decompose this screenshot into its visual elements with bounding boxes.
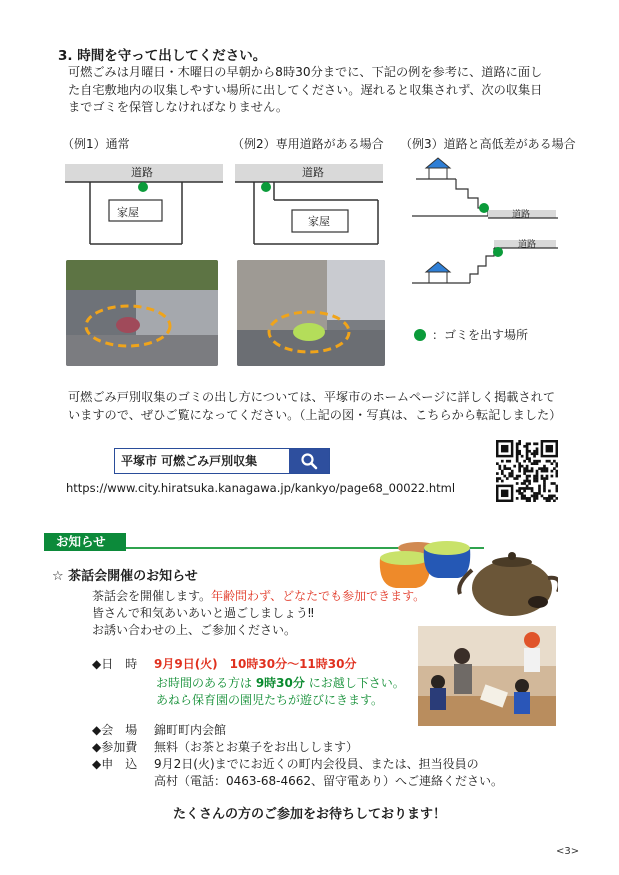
example3-diagram: [412, 156, 562, 292]
page-number: <3>: [556, 846, 580, 857]
section-paragraph: [68, 64, 568, 117]
paragraph-line: 可燃ごみは月曜日・木曜日の早朝から8時30分までに、下記の例を参考に、道路に面し: [68, 65, 543, 79]
apply-row: [92, 755, 479, 772]
body-line: 皆さんで和気あいあいと過ごしましょう‼: [92, 606, 314, 620]
green-dot-icon: [414, 329, 426, 341]
venue-row: [92, 721, 226, 738]
road-label: 道路: [131, 166, 153, 179]
body-line: 茶話会を開催します。年齢問わず、どなたでも参加できます。: [92, 589, 426, 603]
fee-row: [92, 738, 358, 755]
example1-photo: [66, 260, 218, 366]
notice-badge: お知らせ: [44, 533, 126, 551]
notice-title: ☆ 茶話会開催のお知らせ: [52, 569, 198, 584]
section-title: 3. 時間を守って出してください。: [58, 48, 267, 64]
body-line: お誘い合わせの上、ご参加ください。: [92, 623, 297, 637]
road-label: 道路: [518, 240, 537, 250]
date-row: [92, 655, 356, 672]
children-photo: [418, 626, 556, 726]
example2-label: （例2）専用道路がある場合: [232, 137, 384, 151]
search-icon: [300, 452, 318, 470]
apply-key: ◆申 込: [92, 757, 138, 771]
paragraph-line: までゴミを保管しなければなりません。: [68, 100, 289, 114]
time-note: お時間のある方は 9時30分 にお越し下さい。 あねら保育園の園児たちが遊びにきます。: [156, 676, 405, 707]
search-box[interactable]: [114, 448, 330, 474]
search-input[interactable]: 平塚市 可燃ごみ戸別収集: [121, 454, 258, 468]
apply-value-line2: 高村（電話：0463-68-4662、留守電あり）へご連絡ください。: [154, 774, 504, 788]
qr-code: [496, 440, 558, 502]
info-paragraph: [68, 388, 578, 424]
example1-label: （例1）通常: [62, 137, 130, 151]
date-value: 9月9日(火) 10時30分～11時30分: [154, 657, 357, 671]
road-label: 道路: [512, 210, 531, 220]
house-label: 家屋: [308, 215, 330, 228]
fee-key: ◆参加費: [92, 740, 138, 754]
venue-key: ◆会 場: [92, 723, 138, 737]
info-line: 可燃ごみ戸別収集のゴミの出し方については、平塚市のホームページに詳しく掲載されて: [68, 390, 556, 404]
house-label: 家屋: [117, 206, 139, 219]
info-line: いますので、ぜひご覧になってください。（上記の図・写真は、こちらから転記しました）: [68, 408, 562, 422]
legend: [414, 326, 528, 343]
apply-value: 9月2日(火)までにお近くの町内会役員、または、担当役員の: [154, 757, 479, 771]
road-label: 道路: [302, 166, 324, 179]
closing-message: たくさんの方のご参加をお待ちしております！: [172, 807, 446, 822]
date-key: ◆日 時: [92, 657, 138, 671]
venue-value: 錦町町内会館: [154, 723, 227, 737]
fee-value: 無料（お茶とお菓子をお出しします）: [154, 740, 359, 754]
example2-photo: [237, 260, 385, 366]
paragraph-line: た自宅敷地内の収集しやすい場所に出してください。遅れると収集されず、次の収集日: [68, 82, 543, 97]
search-button[interactable]: [289, 449, 329, 473]
notice-body: [92, 588, 425, 639]
url-link[interactable]: https://www.city.hiratsuka.kanagawa.jp/kankyo/page68_00022.html: [66, 481, 456, 495]
legend-text: ：ゴミを出す場所: [432, 328, 529, 342]
example3-label: （例3）道路と高低差がある場合: [400, 137, 576, 151]
